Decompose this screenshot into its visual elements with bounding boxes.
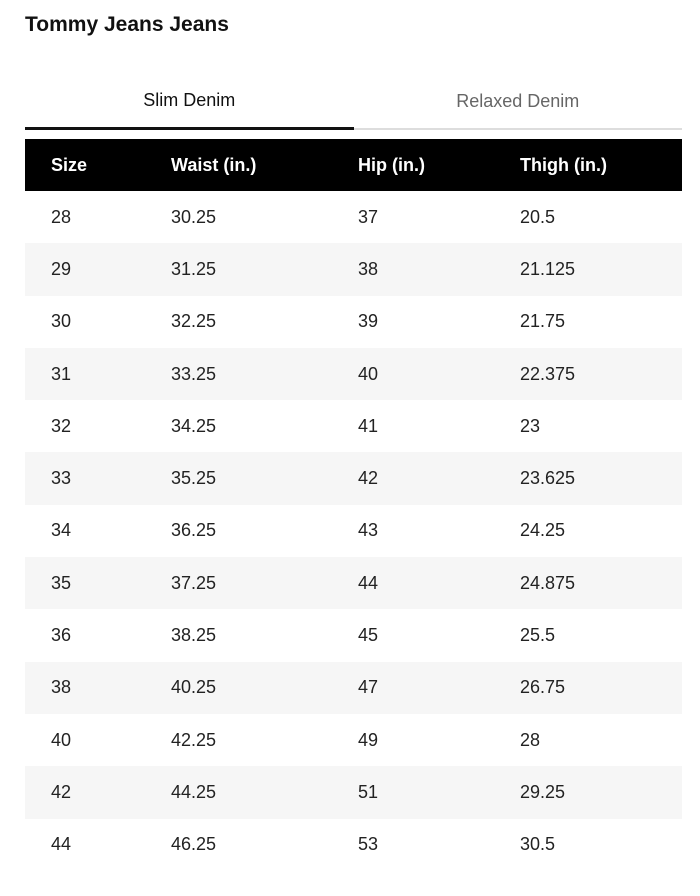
table-row [25, 505, 682, 557]
hip-cell: 37 [358, 206, 379, 227]
hip-cell: 42 [358, 468, 379, 489]
waist-cell: 38.25 [171, 625, 217, 646]
waist-cell: 33.25 [171, 363, 217, 384]
thigh-cell: 28 [520, 729, 541, 750]
thigh-cell: 23.625 [520, 468, 576, 489]
page-title: Tommy Jeans Jeans [25, 13, 229, 36]
column-header-hip: Hip (in.) [358, 154, 425, 175]
table-row [25, 662, 682, 714]
thigh-cell: 25.5 [520, 625, 556, 646]
waist-cell: 42.25 [171, 729, 217, 750]
table-header-row [25, 139, 682, 191]
hip-cell: 47 [358, 677, 379, 698]
thigh-cell: 30.5 [520, 834, 556, 855]
hip-cell: 43 [358, 520, 379, 541]
size-cell: 36 [51, 625, 72, 646]
hip-cell: 53 [358, 834, 379, 855]
waist-cell: 35.25 [171, 468, 217, 489]
hip-cell: 38 [358, 258, 379, 279]
thigh-cell: 21.75 [520, 311, 566, 332]
table-row [25, 243, 682, 295]
waist-cell: 30.25 [171, 206, 217, 227]
thigh-cell: 24.875 [520, 572, 576, 593]
tab-slim-denim[interactable]: Slim Denim [25, 74, 354, 130]
size-cell: 40 [51, 729, 72, 750]
table-row [25, 609, 682, 661]
thigh-cell: 22.375 [520, 363, 576, 384]
table-row [25, 557, 682, 609]
waist-cell: 36.25 [171, 520, 217, 541]
fit-tabs [25, 74, 682, 130]
hip-cell: 44 [358, 572, 379, 593]
thigh-cell: 26.75 [520, 677, 566, 698]
column-header-waist: Waist (in.) [171, 154, 257, 175]
table-row [25, 819, 682, 871]
table-row [25, 348, 682, 400]
table-row [25, 714, 682, 766]
table-row [25, 191, 682, 243]
size-cell: 30 [51, 311, 72, 332]
hip-cell: 39 [358, 311, 379, 332]
table-body [25, 191, 682, 871]
size-cell: 34 [51, 520, 72, 541]
thigh-cell: 29.25 [520, 781, 566, 802]
size-cell: 32 [51, 415, 72, 436]
waist-cell: 40.25 [171, 677, 217, 698]
waist-cell: 31.25 [171, 258, 217, 279]
thigh-cell: 24.25 [520, 520, 566, 541]
size-cell: 29 [51, 258, 72, 279]
hip-cell: 41 [358, 415, 379, 436]
size-table [25, 139, 682, 871]
size-cell: 44 [51, 834, 72, 855]
column-header-size: Size [51, 154, 88, 175]
hip-cell: 40 [358, 363, 379, 384]
size-cell: 31 [51, 363, 72, 384]
size-cell: 33 [51, 468, 72, 489]
table-row [25, 400, 682, 452]
tab-relaxed-denim[interactable]: Relaxed Denim [456, 90, 580, 111]
thigh-cell: 21.125 [520, 258, 576, 279]
table-row [25, 766, 682, 818]
size-cell: 38 [51, 677, 72, 698]
size-cell: 42 [51, 781, 72, 802]
table-row [25, 452, 682, 504]
column-header-thigh: Thigh (in.) [520, 154, 607, 175]
hip-cell: 49 [358, 729, 379, 750]
waist-cell: 46.25 [171, 834, 217, 855]
thigh-cell: 20.5 [520, 206, 556, 227]
thigh-cell: 23 [520, 415, 541, 436]
size-cell: 35 [51, 572, 72, 593]
waist-cell: 37.25 [171, 572, 217, 593]
waist-cell: 44.25 [171, 781, 217, 802]
size-cell: 28 [51, 206, 72, 227]
waist-cell: 32.25 [171, 311, 217, 332]
waist-cell: 34.25 [171, 415, 217, 436]
table-row [25, 296, 682, 348]
hip-cell: 51 [358, 781, 379, 802]
hip-cell: 45 [358, 625, 379, 646]
